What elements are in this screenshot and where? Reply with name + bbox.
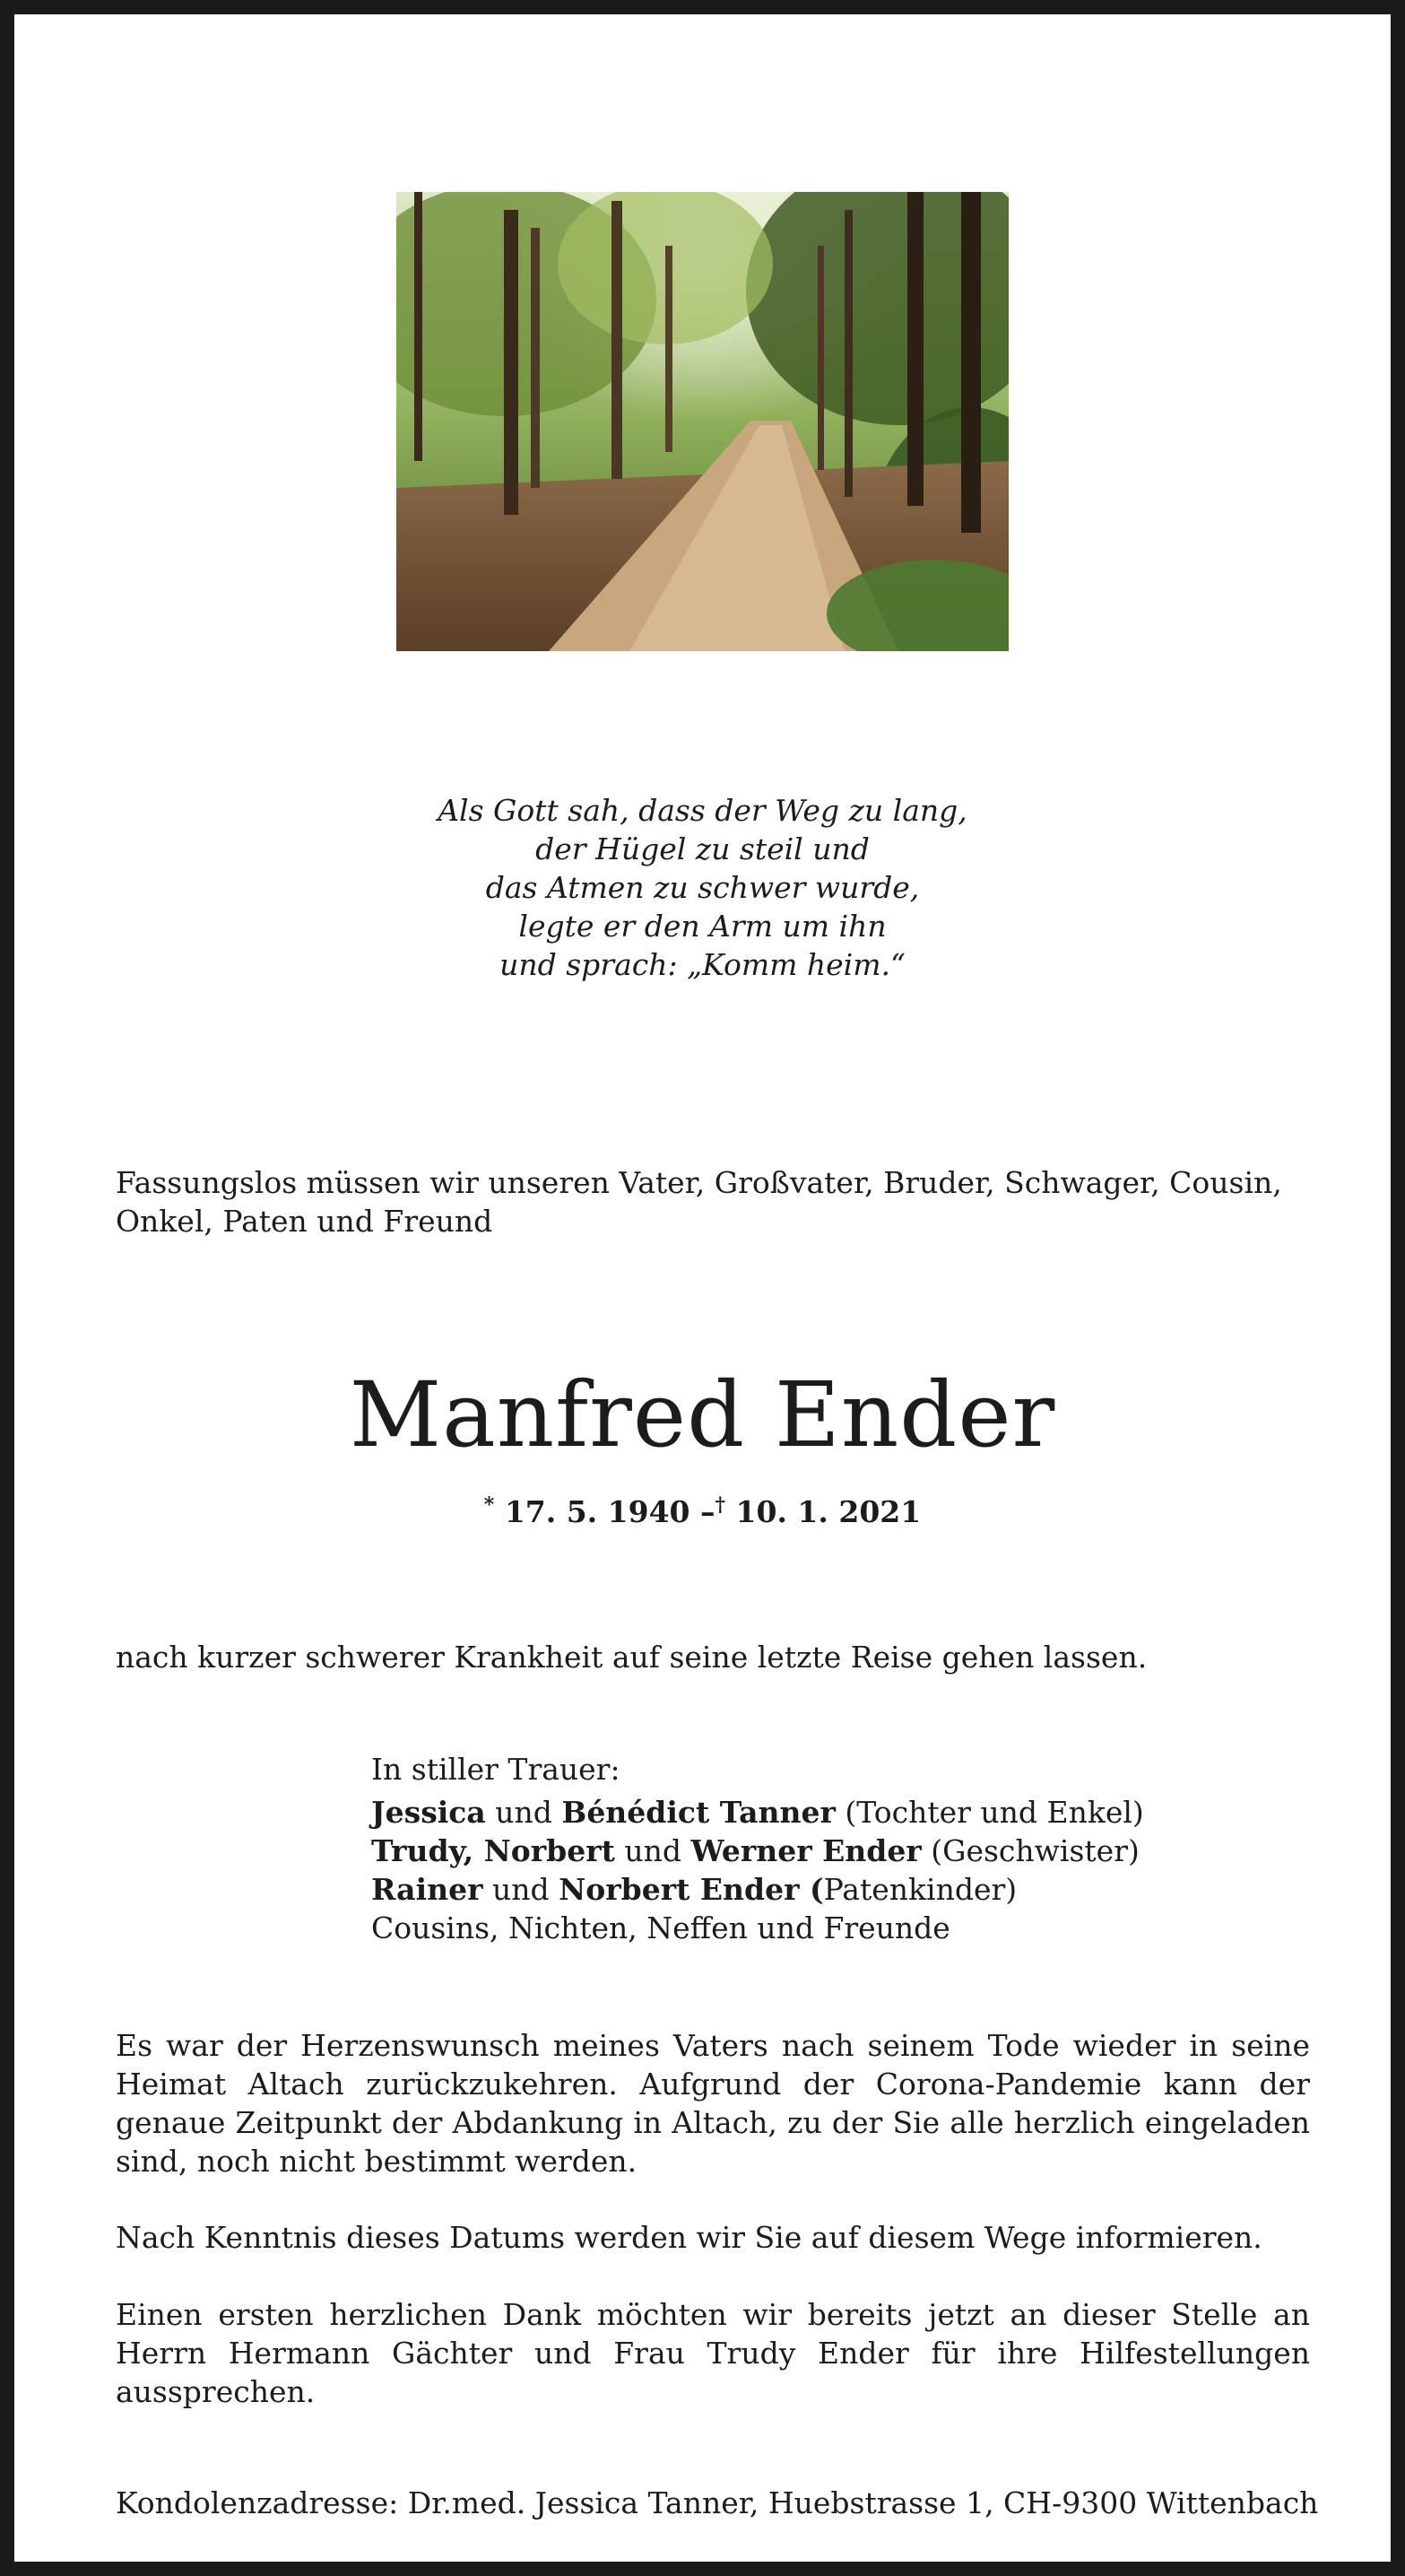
paragraph-funeral-info: Es war der Herzenswunsch meines Vaters nach seinem Tode wieder in seine Heimat Altach zurückzukehren. Aufgrund der Corona-Pandemie kann der genaue Zeitpunkt der Abdankung in Altach, zu der Sie alle herzlich eingeladen sind, noch nicht bestimmt werden. <box>116 2028 1310 2179</box>
mourner-line: Cousins, Nichten, Neffen und Freunde <box>371 1910 950 1945</box>
death-symbol: † <box>715 1493 726 1517</box>
forest-path-photo <box>396 192 1009 651</box>
mourners-list <box>371 1750 1357 1947</box>
obituary-page <box>14 14 1391 2562</box>
poem <box>14 791 1391 984</box>
date-dash: – <box>700 1494 716 1529</box>
poem-line: legte er den Arm um ihn <box>518 909 887 944</box>
poem-line: Als Gott sah, dass der Weg zu lang, <box>438 793 967 828</box>
paragraph-thanks: Einen ersten herzlichen Dank möchten wir bereits jetzt an dieser Stelle an Herrn Hermann Gächter und Frau Trudy Ender für ihre Hilfestellungen aussprechen. <box>116 2297 1310 2409</box>
birth-date: 17. 5. 1940 <box>504 1494 690 1529</box>
deceased-name: Manfred Ender <box>349 1362 1056 1467</box>
death-date: 10. 1. 2021 <box>735 1494 922 1529</box>
conjunction: und <box>624 1833 682 1868</box>
poem-line: und sprach: „Komm heim.“ <box>499 947 906 982</box>
mourner-name: Jessica <box>371 1795 486 1830</box>
conjunction: und <box>495 1795 552 1830</box>
poem-line: das Atmen zu schwer wurde, <box>485 870 920 905</box>
mourner-relation: Patenkinder) <box>823 1872 1018 1907</box>
intro-text: Fassungslos müssen wir unseren Vater, Großvater, Bruder, Schwager, Cousin, Onkel, Paten und Freund <box>116 1165 1282 1239</box>
forest-path-photo-icon <box>396 192 1009 651</box>
life-dates <box>14 1485 1391 1532</box>
mourner-name: Werner Ender <box>690 1833 922 1868</box>
mourner-line <box>371 1793 1357 1832</box>
mourner-name: Rainer <box>371 1872 483 1907</box>
mourner-relation: (Geschwister) <box>931 1833 1140 1868</box>
condolence-address: Kondolenzadresse: Dr.med. Jessica Tanner, Huebstrasse 1, CH-9300 Wittenbach <box>116 2485 1319 2520</box>
mourner-name: Norbert Ender ( <box>559 1872 824 1907</box>
mourner-line <box>371 1870 1357 1909</box>
mourner-name: Trudy, Norbert <box>371 1833 615 1868</box>
conjunction: und <box>491 1872 550 1907</box>
mourner-name: Bénédict Tanner <box>561 1795 836 1830</box>
mourner-relation: (Tochter und Enkel) <box>845 1795 1144 1830</box>
paragraph-notice: Nach Kenntnis dieses Datums werden wir Sie auf diesem Wege informieren. <box>116 2220 1262 2255</box>
departure-text: nach kurzer schwerer Krankheit auf seine letzte Reise gehen lassen. <box>116 1640 1148 1675</box>
mourner-line <box>371 1832 1357 1870</box>
poem-line: der Hügel zu steil und <box>535 831 870 866</box>
mourners-heading: In stiller Trauer: <box>371 1752 620 1787</box>
birth-symbol: * <box>483 1493 495 1517</box>
